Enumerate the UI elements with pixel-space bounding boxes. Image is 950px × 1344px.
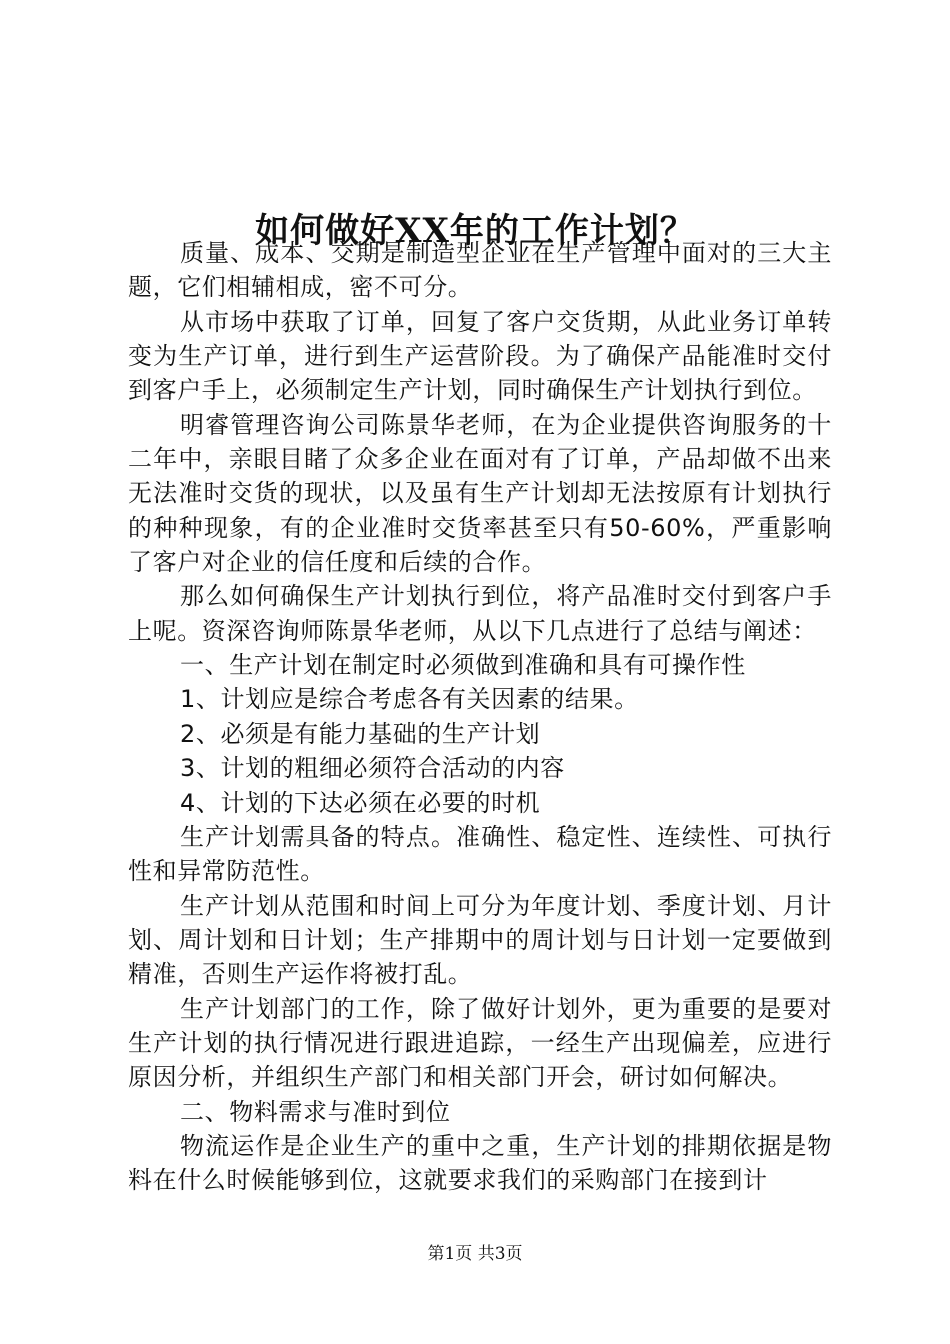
document-body: [128, 236, 832, 1198]
document-title: 如何做好XX年的工作计划？: [255, 210, 695, 251]
list-item: 4、计划的下达必须在必要的时机: [180, 788, 541, 817]
page-number-footer: 第1页 共3页: [427, 1244, 523, 1264]
paragraph: 生产计划部门的工作，除了做好计划外，更为重要的是要对生产计划的执行情况进行跟进追踪，一经生产出现偏差，应进行原因分析，并组织生产部门和相关部门开会，研讨如何解决。: [128, 994, 832, 1092]
list-item: 2、必须是有能力基础的生产计划: [180, 719, 541, 748]
paragraph: 从市场中获取了订单，回复了客户交货期，从此业务订单转变为生产订单，进行到生产运营阶段。为了确保产品能准时交付到客户手上，必须制定生产计划，同时确保生产计划执行到位。: [128, 307, 832, 405]
paragraph: 质量、成本、交期是制造型企业在生产管理中面对的三大主题，它们相辅相成，密不可分。: [128, 239, 832, 302]
list-item: 3、计划的粗细必须符合活动的内容: [180, 754, 565, 783]
paragraph: 明睿管理咨询公司陈景华老师，在为企业提供咨询服务的十二年中，亲眼目睹了众多企业在面对有了订单，产品却做不出来无法准时交货的现状，以及虽有生产计划却无法按原有计划执行的种种现象，有的企业准时交货率甚至只有50-60%，严重影响了客户对企业的信任度和后续的合作。: [128, 410, 832, 577]
paragraph: 生产计划从范围和时间上可分为年度计划、季度计划、月计划、周计划和日计划；生产排期中的周计划与日计划一定要做到精准，否则生产运作将被打乱。: [128, 891, 832, 989]
paragraph: 那么如何确保生产计划执行到位，将产品准时交付到客户手上呢。资深咨询师陈景华老师，从以下几点进行了总结与阐述：: [128, 582, 832, 645]
section-heading: 一、生产计划在制定时必须做到准确和具有可操作性: [180, 651, 746, 680]
paragraph: 生产计划需具备的特点。准确性、稳定性、连续性、可执行性和异常防范性。: [128, 822, 832, 886]
list-item: 1、计划应是综合考虑各有关因素的结果。: [180, 685, 639, 714]
paragraph: 物流运作是企业生产的重中之重，生产计划的排期依据是物料在什么时候能够到位，这就要求我们的采购部门在接到计: [128, 1131, 832, 1195]
section-heading: 二、物料需求与准时到位: [180, 1097, 451, 1126]
